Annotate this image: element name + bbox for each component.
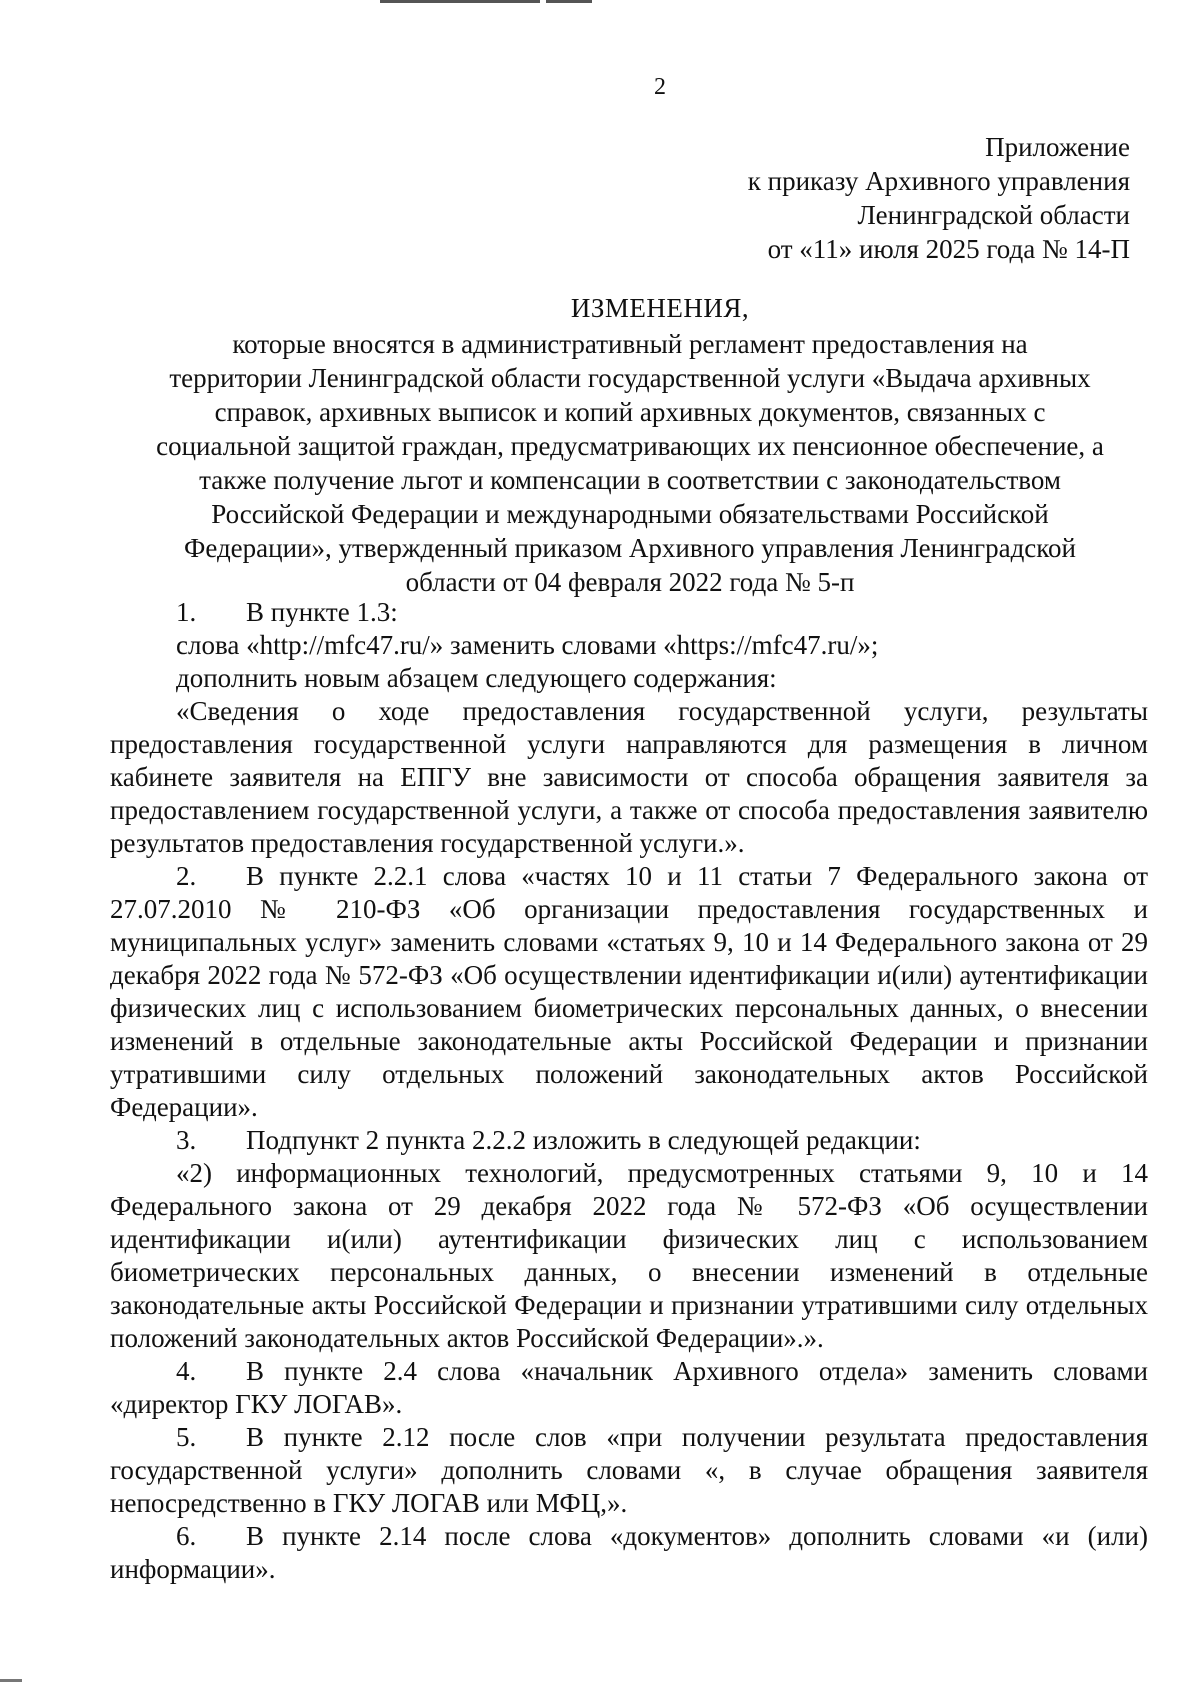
subtitle-line: также получение льгот и компенсации в соответствии с законодательством: [199, 465, 1061, 495]
item-3-quote: «2) информационных технологий, предусмотренных статьями 9, 10 и 14 Федерального закона от 29 декабря 2022 года № 572-ФЗ «Об осуществлении идентификации и(или) аутентификации физических лиц с использованием биометрических персональных данных, о внесении изменений в отдельные законодательные акты Российской Федерации и признании утратившими силу отдельных положений законодательных актов Российской Федерации».».: [110, 1158, 1148, 1353]
item-text: Подпункт 2 пункта 2.2.2 изложить в следующей редакции:: [246, 1125, 921, 1155]
item-1: [110, 596, 1148, 629]
item-4: [110, 1355, 1148, 1421]
appendix-header: [748, 130, 1130, 266]
scan-mark: [546, 0, 592, 3]
item-5: [110, 1421, 1148, 1520]
appendix-line: Ленинградской области: [857, 200, 1130, 230]
item-1-paragraph: дополнить новым абзацем следующего содержания:: [176, 663, 777, 693]
item-6: [110, 1520, 1148, 1586]
item-text: В пункте 2.2.1 слова «частях 10 и 11 статьи 7 Федерального закона от 27.07.2010 № 210-ФЗ «Об организации предоставления государственных и муниципальных услуг» заменить словами «статьях 9, 10 и 14 Федерального закона от 29 декабря 2022 года № 572-ФЗ «Об осуществлении идентификации и(или) аутентификации физических лиц с использованием биометрических персональных данных, о внесении изменений в отдельные законодательные акты Российской Федерации и признании утратившими силу отдельных положений законодательных актов Российской Федерации».: [110, 861, 1148, 1122]
appendix-line: к приказу Архивного управления: [747, 166, 1130, 196]
item-number: 1.: [176, 597, 197, 627]
item-3: [110, 1124, 1148, 1157]
document-body: [110, 596, 1148, 1586]
item-text: В пункте 1.3:: [246, 597, 398, 627]
appendix-date-line: от «11» июля 2025 года № 14-П: [767, 234, 1130, 264]
page-number: 2: [654, 74, 666, 100]
scan-top-marks: [0, 0, 1200, 10]
scan-bottom-mark: [0, 1679, 22, 1682]
item-number: 2.: [176, 861, 197, 891]
item-number: 4.: [176, 1356, 197, 1386]
item-text: В пункте 2.12 после слов «при получении результата предоставления государственной услуги» дополнить словами «, в случае обращения заявителя непосредственно в ГКУ ЛОГАВ или МФЦ,».: [110, 1422, 1148, 1518]
document-title: ИЗМЕНЕНИЯ,: [570, 293, 750, 323]
item-number: 5.: [176, 1422, 197, 1452]
item-text: В пункте 2.14 после слова «документов» дополнить словами «и (или) информации».: [110, 1521, 1148, 1584]
item-1-quote: «Сведения о ходе предоставления государственной услуги, результаты предоставления государственной услуги направляются для размещения в личном кабинете заявителя на ЕПГУ вне зависимости от способа обращения заявителя за предоставлением государственной услуги, а также от способа предоставления заявителю результатов предоставления государственной услуги.».: [110, 696, 1148, 858]
subtitle-line: Российской Федерации и международными обязательствами Российской: [211, 499, 1049, 529]
document-subtitle: [110, 327, 1150, 599]
item-2: [110, 860, 1148, 1124]
subtitle-line: области от 04 февраля 2022 года № 5-п: [405, 567, 855, 597]
subtitle-line: Федерации», утвержденный приказом Архивного управления Ленинградской: [183, 533, 1076, 563]
item-number: 3.: [176, 1125, 197, 1155]
subtitle-line: территории Ленинградской области государственной услуги «Выдача архивных: [169, 363, 1091, 393]
item-1-paragraph: слова «http://mfc47.ru/» заменить словами «https://mfc47.ru/»;: [176, 630, 879, 660]
subtitle-line: социальной защитой граждан, предусматривающих их пенсионное обеспечение, а: [156, 431, 1104, 461]
item-text: В пункте 2.4 слова «начальник Архивного отдела» заменить словами «директор ГКУ ЛОГАВ».: [110, 1356, 1148, 1419]
subtitle-line: справок, архивных выписок и копий архивных документов, связанных с: [214, 397, 1046, 427]
scan-mark: [380, 0, 540, 3]
appendix-line: Приложение: [985, 132, 1130, 162]
item-number: 6.: [176, 1521, 197, 1551]
subtitle-line: которые вносятся в административный регламент предоставления на: [232, 329, 1028, 359]
